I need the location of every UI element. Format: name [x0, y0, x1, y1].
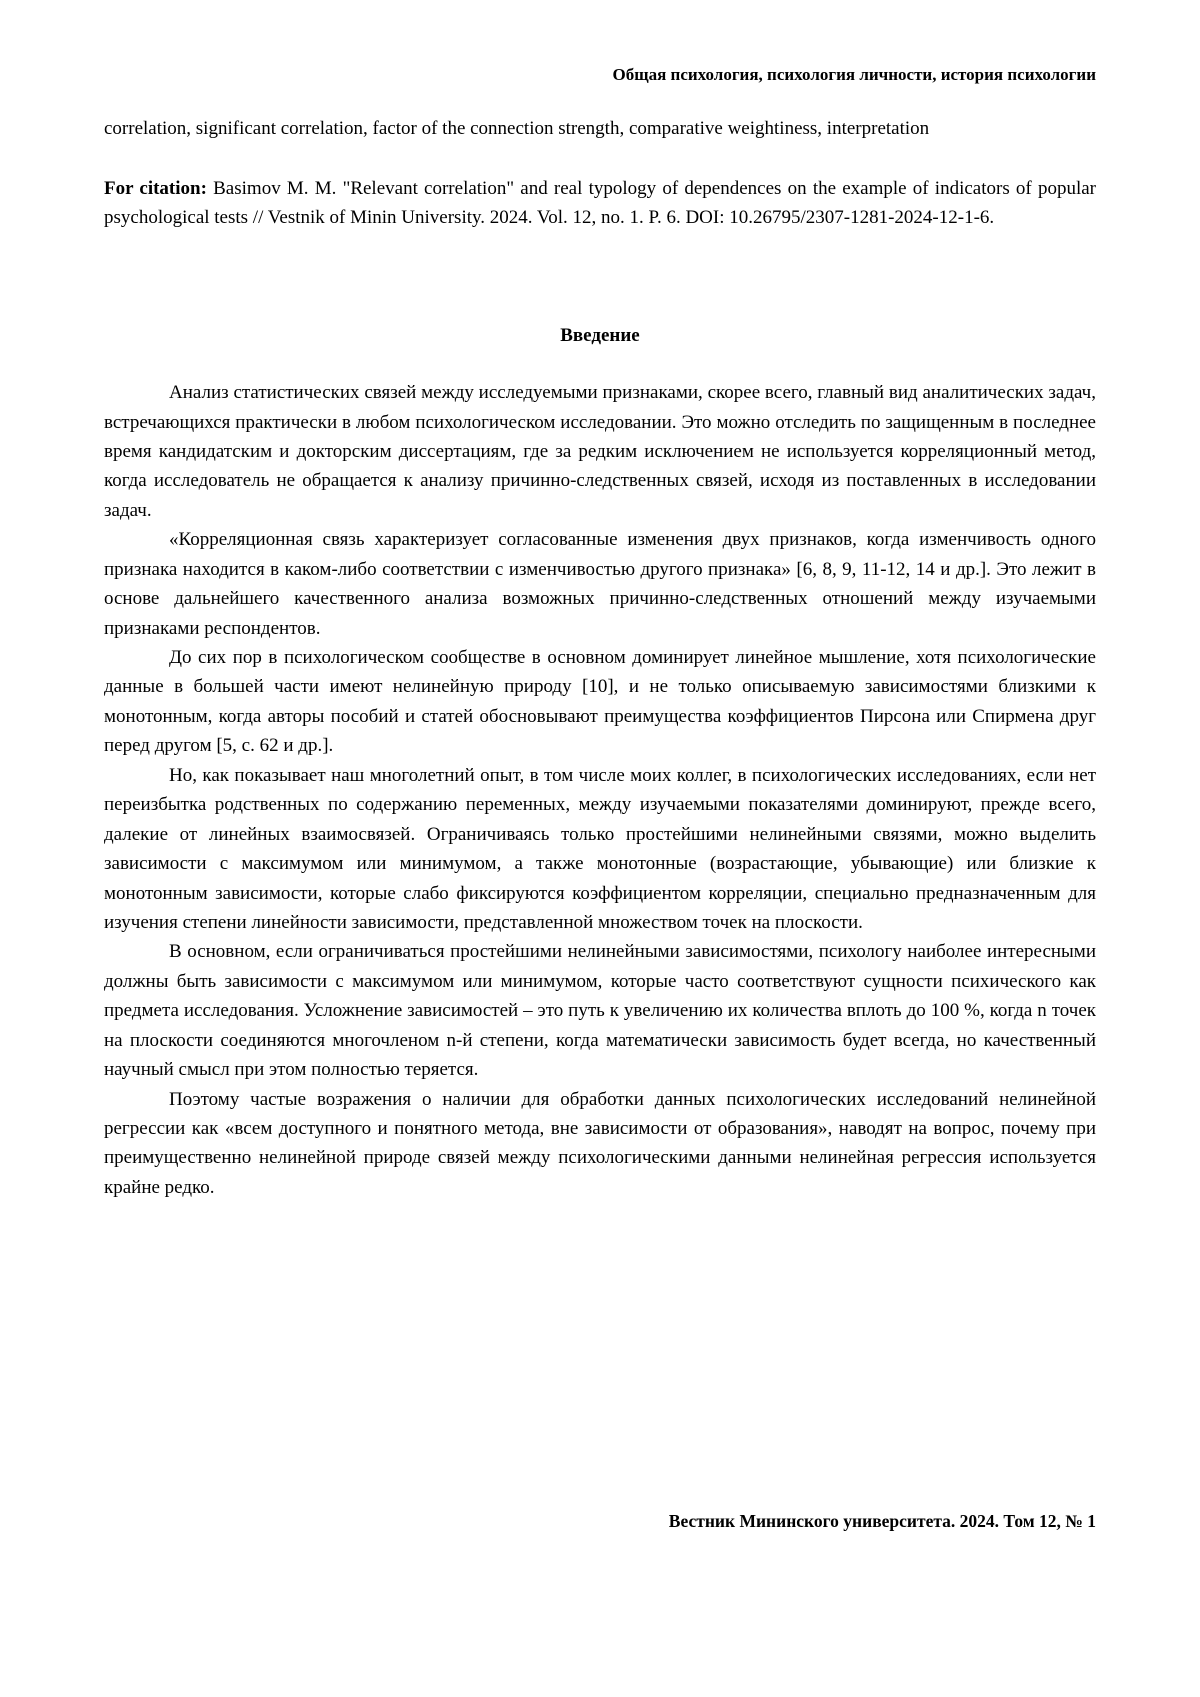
intro-paragraph: Анализ статистических связей между исследуемыми признаками, скорее всего, главный вид аналитических задач, встречающихся практически в любом психологическом исследовании. Это можно отследить по защищенным в последнее время кандидатским и докторским диссертациям, где за редким исключением не используется корреляционный метод, когда исследователь не обращается к анализу причинно-следственных связей, исходя из поставленных в исследовании задач.	[104, 382, 1096, 521]
journal-footer: Вестник Мининского университета. 2024. Том 12, № 1	[668, 1510, 1096, 1531]
keywords-continuation: correlation, significant correlation, factor of the connection strength, comparative weightiness, interpretation	[104, 118, 930, 140]
running-head: Общая психология, психология личности, история психологии	[612, 65, 1096, 84]
intro-paragraph: В основном, если ограничиваться простейшими нелинейными зависимостями, психологу наиболее интересными должны быть зависимости с максимумом или минимумом, которые часто соответствуют сущности психического как предмета исследования. Усложнение зависимостей – это путь к увеличению их количества вплоть до 100 %, когда n точек на плоскости соединяются многочленом n-й степени, когда математически зависимость будет всегда, но качественный научный смысл при этом полностью теряется.	[104, 941, 1096, 1081]
citation-paragraph	[104, 174, 1096, 233]
intro-paragraph: Но, как показывает наш многолетний опыт, в том числе моих коллег, в психологических исследованиях, если нет переизбытка родственных по содержанию переменных, между изучаемыми показателями доминируют, прежде всего, далекие от линейных взаимосвязей. Ограничиваясь только простейшими нелинейными связями, можно выделить зависимости с максимумом или минимумом, а также монотонные (возрастающие, убывающие) или близкие к монотонным зависимости, которые слабо фиксируются коэффициентом корреляции, специально предназначенным для изучения степени линейности зависимости, представленной множеством точек на плоскости.	[104, 764, 1096, 933]
section-title-introduction: Введение	[560, 324, 640, 346]
intro-paragraph: Поэтому частые возражения о наличии для обработки данных психологических исследований нелинейной регрессии как «всем доступного и понятного метода, вне зависимости от образования», наводят на вопрос, почему при преимущественно нелинейной природе связей между психологическими данными нелинейная регрессия используется крайне редко.	[104, 1088, 1096, 1198]
citation-text: Basimov M. M. "Relevant correlation" and real typology of dependences on the example of indicators of popular psychological tests // Vestnik of Minin University. 2024. Vol. 12, no. 1. P. 6. DOI: 10.26795/2307-1281-2024-12-1-6.	[104, 177, 1096, 229]
intro-paragraph: «Корреляционная связь характеризует согласованные изменения двух признаков, когда изменчивость одного признака находится в каком-либо соответствии с изменчивостью другого признака» [6, 8, 9, 11-12, 14 и др.]. Это лежит в основе дальнейшего качественного анализа возможных причинно-следственных отношений между изучаемыми признаками респондентов.	[104, 529, 1096, 639]
citation-label: For citation:	[104, 177, 207, 199]
intro-paragraph: До сих пор в психологическом сообществе в основном доминирует линейное мышление, хотя психологические данные в большей части имеют нелинейную природу [10], и не только описываемую зависимостями близкими к монотонным, когда авторы пособий и статей обосновывают преимущества коэффициентов Пирсона или Спирмена друг перед другом [5, с. 62 и др.].	[104, 647, 1096, 757]
